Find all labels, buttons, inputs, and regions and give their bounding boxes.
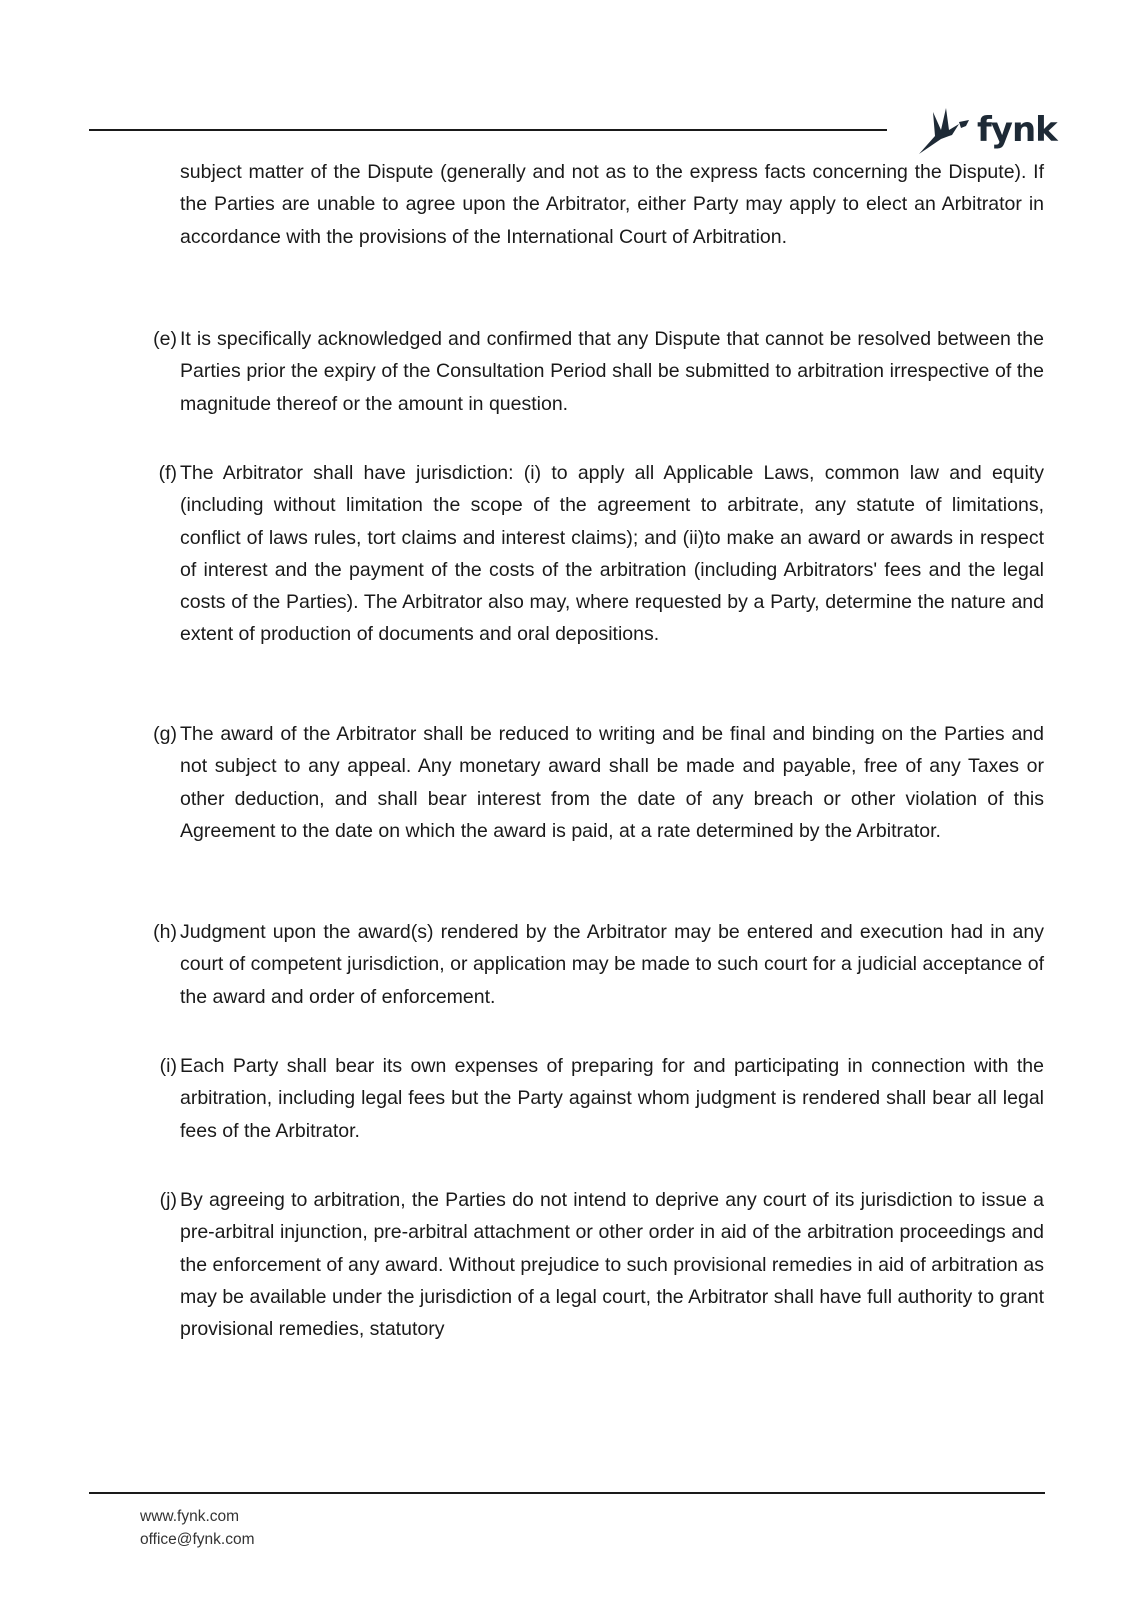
clause-marker: (g) — [153, 723, 177, 745]
clause-marker: (j) — [159, 1189, 177, 1211]
clause-text: It is specifically acknowledged and confirmed that any Dispute that cannot be resolved between the Parties prior the expiry of the Consultation Period shall be submitted to arbitration irrespective of the magnitude thereof or the amount in question. — [180, 328, 1044, 415]
clause-marker: (i) — [159, 1055, 177, 1077]
clause-text: The award of the Arbitrator shall be reduced to writing and be final and binding on the Parties and not subject to any appeal. Any monetary award shall be made and payable, free of any Taxes or other deduction, and shall bear interest from the date of any breach or other violation of this Agreement to the date on which the award is paid, at a rate determined by the Arbitrator. — [180, 723, 1044, 842]
clause-text: The Arbitrator shall have jurisdiction: (i) to apply all Applicable Laws, common law and equity (including without limitation the scope of the agreement to arbitrate, any statute of limitations, conflict of laws rules, tort claims and interest claims); and (ii)to make an award or awards in respect of interest and the payment of the costs of the arbitration (including Arbitrators' fees and the legal costs of the Parties). The Arbitrator also may, where requested by a Party, determine the nature and extent of production of documents and oral depositions. — [180, 462, 1044, 646]
continuation-paragraph: subject matter of the Dispute (generally and not as to the express facts concerning the Dispute). If the Parties are unable to agree upon the Arbitrator, either Party may apply to elect an Arbitrator in accordance with the provisions of the International Court of Arbitration. — [180, 161, 1044, 248]
clause-text: Each Party shall bear its own expenses of preparing for and participating in connection with the arbitration, including legal fees but the Party against whom judgment is rendered shall bear all legal fees of the Arbitrator. — [180, 1055, 1044, 1142]
clause-g — [153, 718, 1044, 847]
logo-wordmark: fynk — [977, 110, 1057, 150]
clause-text: Judgment upon the award(s) rendered by the Arbitrator may be entered and execution had in any court of competent jurisdiction, or application may be made to such court for a judicial acceptance of the award and order of enforcement. — [180, 921, 1044, 1008]
footer-website-link[interactable]: www.fynk.com — [140, 1508, 240, 1525]
bird-icon — [919, 106, 975, 158]
clause-text: By agreeing to arbitration, the Parties do not intend to deprive any court of its jurisdiction to issue a pre-arbitral injunction, pre-arbitral attachment or other order in aid of the arbitration proceedings and the enforcement of any award. Without prejudice to such provisional remedies in aid of arbitration as may be available under the jurisdiction of a legal court, the Arbitrator shall have full authority to grant provisional remedies, statutory — [180, 1189, 1044, 1341]
fynk-logo — [919, 106, 1057, 158]
clause-i — [159, 1050, 1044, 1147]
clause-marker: (e) — [153, 328, 177, 350]
clause-marker: (f) — [158, 462, 177, 484]
footer-divider — [89, 1492, 1045, 1494]
header-divider — [89, 129, 887, 131]
clause-f — [158, 457, 1044, 651]
clause-h — [153, 916, 1044, 1013]
clause-marker: (h) — [153, 921, 177, 943]
clause-j — [159, 1184, 1044, 1345]
footer-email-link[interactable]: office@fynk.com — [140, 1531, 255, 1548]
clause-e — [153, 323, 1044, 420]
